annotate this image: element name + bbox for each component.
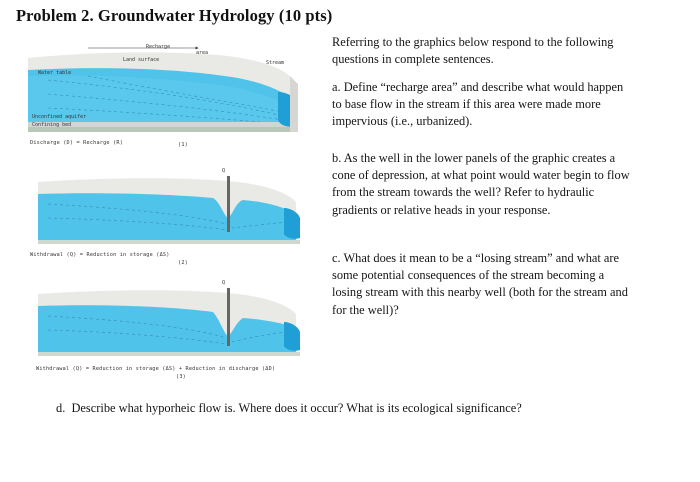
question-a-text: a. Define “recharge area” and describe what would happen to base flow in the stream if this area were made more impervious (i.e., urbanized). [332, 80, 624, 129]
question-d [56, 400, 656, 417]
question-a [332, 79, 632, 131]
figure-panel-1 [28, 36, 308, 158]
panel-1-caption: Discharge (D) = Recharge (R) [30, 140, 124, 146]
panel-2-caption: Withdrawal (Q) = Reduction in storage (ΔS) [30, 252, 170, 258]
well-q-label-3: Q [222, 280, 226, 286]
panel-3-number: (3) [176, 374, 186, 380]
intro-text [332, 34, 632, 68]
intro-paragraph: Referring to the graphics below respond to the following questions in complete sentences. [332, 35, 614, 67]
recharge-label: Recharge [146, 44, 171, 50]
aquifer-diagram-3 [38, 280, 308, 364]
question-c [332, 250, 632, 319]
figure-panel-3 [38, 280, 308, 384]
question-c-text: c. What does it mean to be a “losing stream” and what are some potential consequences of the stream becoming a losing stream with this nearby well (both for the stream and for the well)? [332, 251, 628, 317]
unconfined-aquifer-label: Unconfined aquifer [32, 114, 87, 120]
panel-2-number: (2) [178, 260, 188, 266]
question-d-text: d. Describe what hyporheic flow is. Where does it occur? What is its ecological significance? [56, 401, 522, 415]
aquifer-diagram-2 [38, 168, 308, 252]
panel-3-caption: Withdrawal (Q) = Reduction in storage (ΔS) + Reduction in discharge (ΔD) [36, 366, 276, 372]
question-b [332, 150, 632, 219]
confining-bed-label: Confining bed [32, 122, 72, 128]
figure-panel-2 [30, 168, 308, 272]
panel-1-number: (1) [178, 142, 188, 148]
land-surface-label: Land surface [123, 57, 160, 63]
water-table-label: Water table [38, 70, 72, 76]
question-b-text: b. As the well in the lower panels of the graphic creates a cone of depression, at what point would water begin to flow from the stream towards the well? Refer to hydraulic gradients or relative heads in your response. [332, 151, 630, 217]
area-label: area [196, 50, 209, 56]
problem-title: Problem 2. Groundwater Hydrology (10 pts) [16, 6, 333, 25]
well-q-label-2: Q [222, 168, 226, 174]
aquifer-diagram-1 [28, 36, 308, 146]
stream-label: Stream [266, 60, 285, 66]
